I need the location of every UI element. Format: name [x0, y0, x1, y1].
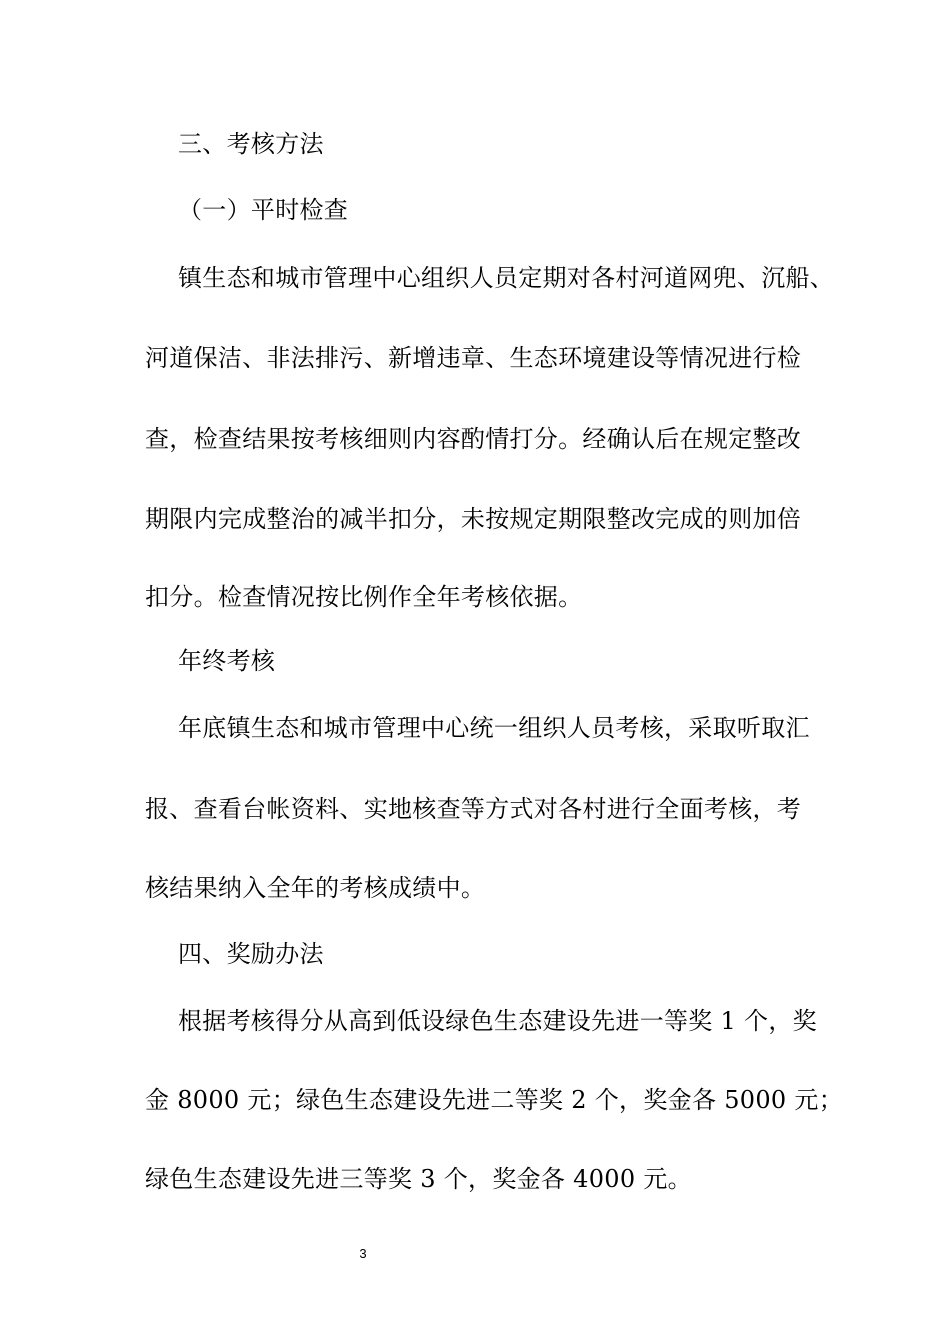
paragraph-line: 扣分。检查情况按比例作全年考核依据。 — [145, 583, 583, 611]
paragraph-line: 核结果纳入全年的考核成绩中。 — [145, 874, 486, 902]
paragraph-line: 金 8000 元；绿色生态建设先进二等奖 2 个，奖金各 5000 元； — [145, 1086, 843, 1114]
section-heading-reward-method: 四、奖励办法 — [178, 940, 324, 968]
subsection-heading-routine-inspection: （一）平时检查 — [178, 196, 349, 224]
paragraph-line: 根据考核得分从高到低设绿色生态建设先进一等奖 1 个，奖 — [178, 1007, 817, 1035]
paragraph-line: 镇生态和城市管理中心组织人员定期对各村河道网兜、沉船、 — [178, 264, 835, 292]
paragraph-line: 年底镇生态和城市管理中心统一组织人员考核，采取听取汇 — [178, 714, 810, 742]
paragraph-line: 报、查看台帐资料、实地核查等方式对各村进行全面考核，考 — [145, 795, 802, 823]
paragraph-line: 河道保洁、非法排污、新增违章、生态环境建设等情况进行检 — [145, 344, 802, 372]
section-heading-assessment-method: 三、考核方法 — [178, 130, 324, 158]
paragraph-line: 期限内完成整治的减半扣分，未按规定期限整改完成的则加倍 — [145, 505, 802, 533]
paragraph-line: 查，检查结果按考核细则内容酌情打分。经确认后在规定整改 — [145, 425, 802, 453]
subsection-heading-year-end-assessment: 年终考核 — [178, 647, 276, 675]
page-number: 3 — [359, 1246, 367, 1261]
paragraph-line: 绿色生态建设先进三等奖 3 个，奖金各 4000 元。 — [145, 1165, 692, 1193]
